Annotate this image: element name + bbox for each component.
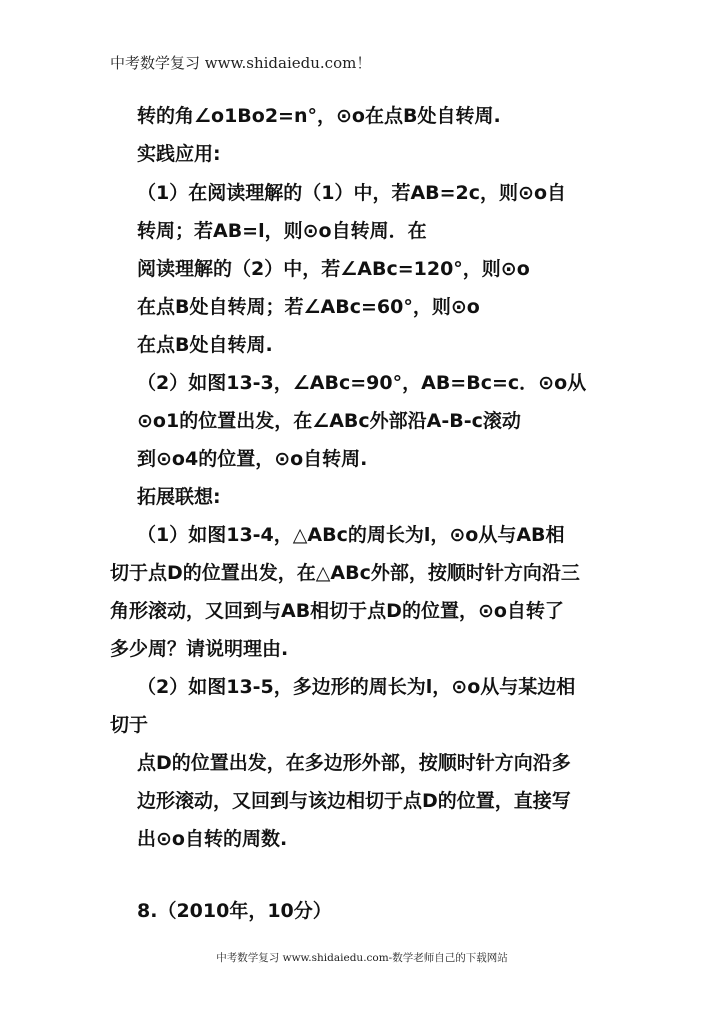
text-line: （2）如图13-5，多边形的周长为l，⊙o从与某边相 bbox=[137, 676, 576, 698]
text-line: 边形滚动，又回到与该边相切于点D的位置，直接写 bbox=[137, 790, 571, 812]
text-line: 阅读理解的（2）中，若∠ABc=120°，则⊙o bbox=[137, 258, 530, 280]
section-heading-practice: 实践应用: bbox=[137, 143, 221, 165]
section-heading-extension: 拓展联想: bbox=[137, 486, 221, 508]
text-line: 出⊙o自转的周数. bbox=[137, 828, 288, 850]
question-heading: 8.（2010年，10分） bbox=[137, 900, 332, 922]
page-header: 中考数学复习 www.shidaiedu.com！ bbox=[110, 54, 372, 72]
text-line: （2）如图13-3，∠ABc=90°，AB=Bc=c．⊙o从 bbox=[137, 372, 587, 394]
text-line: 到⊙o4的位置，⊙o自转周. bbox=[137, 448, 368, 470]
text-line: 多少周？请说明理由. bbox=[110, 638, 289, 660]
text-line: 在点B处自转周. bbox=[137, 334, 273, 356]
text-line: （1）在阅读理解的（1）中，若AB=2c，则⊙o自 bbox=[137, 182, 567, 204]
text-line: 点D的位置出发，在多边形外部，按顺时针方向沿多 bbox=[137, 752, 571, 774]
text-line: 在点B处自转周；若∠ABc=60°，则⊙o bbox=[137, 296, 480, 318]
text-line: 切于点D的位置出发，在△ABc外部，按顺时针方向沿三 bbox=[110, 562, 580, 584]
text-line: 切于 bbox=[110, 714, 149, 736]
text-line: 转周；若AB=l，则⊙o自转周．在 bbox=[137, 220, 427, 242]
text-line: ⊙o1的位置出发，在∠ABc外部沿A-B-c滚动 bbox=[137, 410, 521, 432]
text-line: （1）如图13-4，△ABc的周长为l，⊙o从与AB相 bbox=[137, 524, 565, 546]
text-line: 角形滚动，又回到与AB相切于点D的位置，⊙o自转了 bbox=[110, 600, 564, 622]
page-footer: 中考数学复习 www.shidaiedu.com-数学老师自己的下载网站 bbox=[216, 952, 508, 964]
text-line: 转的角∠o1Bo2=n°，⊙o在点B处自转周. bbox=[137, 105, 501, 127]
